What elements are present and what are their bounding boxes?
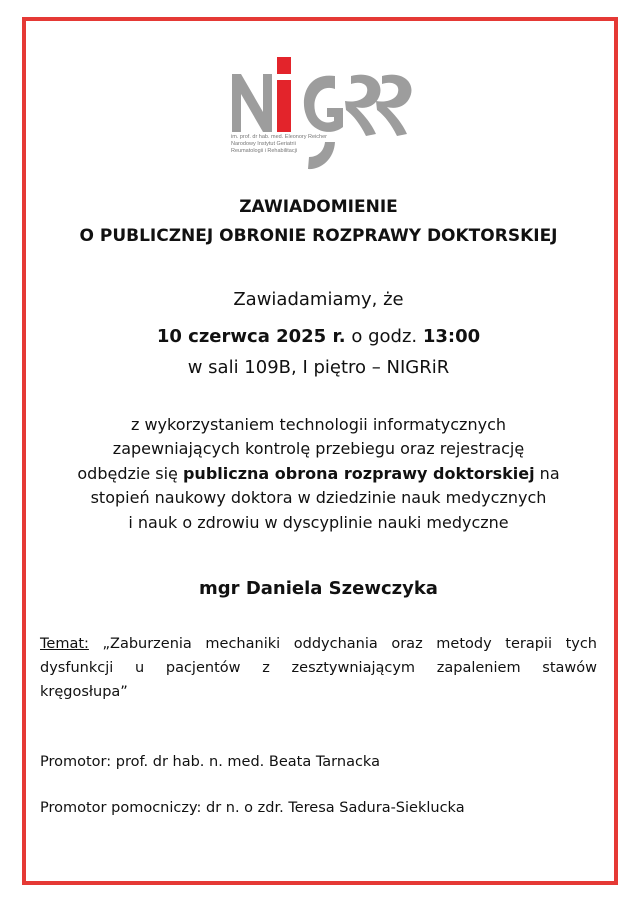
- topic-line: dysfunkcji u pacjentów z zesztywniającym zapaleniem stawów: [40, 660, 597, 676]
- body-text-line: zapewniających kontrolę przebiegu oraz rejestrację: [112, 439, 525, 458]
- body-text-line: [40, 462, 597, 486]
- nigrr-logo: [228, 54, 414, 184]
- body-text-fragment: na: [534, 464, 560, 483]
- auxiliary-promotor: Promotor pomocniczy: dr n. o zdr. Teresa Sadura-Sieklucka: [40, 800, 465, 816]
- logo-subtitle-line: im. prof. dr hab. med. Eleonory Reicher: [231, 134, 327, 140]
- body-text-fragment: odbędzie się: [77, 464, 183, 483]
- document-title: ZAWIADOMIENIE: [239, 197, 398, 217]
- defense-time: 13:00: [422, 326, 481, 347]
- body-text-line: stopień naukowy doktora w dziedzinie nauk medycznych: [90, 488, 547, 507]
- defense-date: 10 czerwca 2025 r.: [156, 326, 346, 347]
- defense-type: publiczna obrona rozprawy doktorskiej: [182, 464, 535, 483]
- topic-line: kręgosłupa”: [40, 684, 128, 700]
- logo-subtitle-line: Reumatologii i Rehabilitacji: [231, 148, 298, 154]
- logo-subtitle-line: Narodowy Instytut Geriatrii: [231, 141, 296, 147]
- logo-subtitle: [231, 134, 351, 155]
- date-time-line: [0, 323, 637, 351]
- candidate-name: mgr Daniela Szewczyka: [199, 578, 438, 599]
- topic-label: Temat:: [40, 636, 89, 652]
- topic-line: [40, 633, 597, 655]
- time-prefix: o godz.: [345, 326, 423, 347]
- body-text-line: i nauk o zdrowiu w dyscyplinie nauki medyczne: [128, 513, 509, 532]
- notice-intro: Zawiadamiamy, że: [233, 289, 404, 310]
- room-location: w sali 109B, I piętro – NIGRiR: [187, 357, 450, 378]
- body-text-line: z wykorzystaniem technologii informatycznych: [130, 415, 506, 434]
- promotor: Promotor: prof. dr hab. n. med. Beata Tarnacka: [40, 754, 380, 770]
- document-subtitle: O PUBLICZNEJ OBRONIE ROZPRAWY DOKTORSKIEJ: [79, 226, 558, 246]
- topic-text: „Zaburzenia mechaniki oddychania oraz metody terapii tych: [88, 636, 597, 652]
